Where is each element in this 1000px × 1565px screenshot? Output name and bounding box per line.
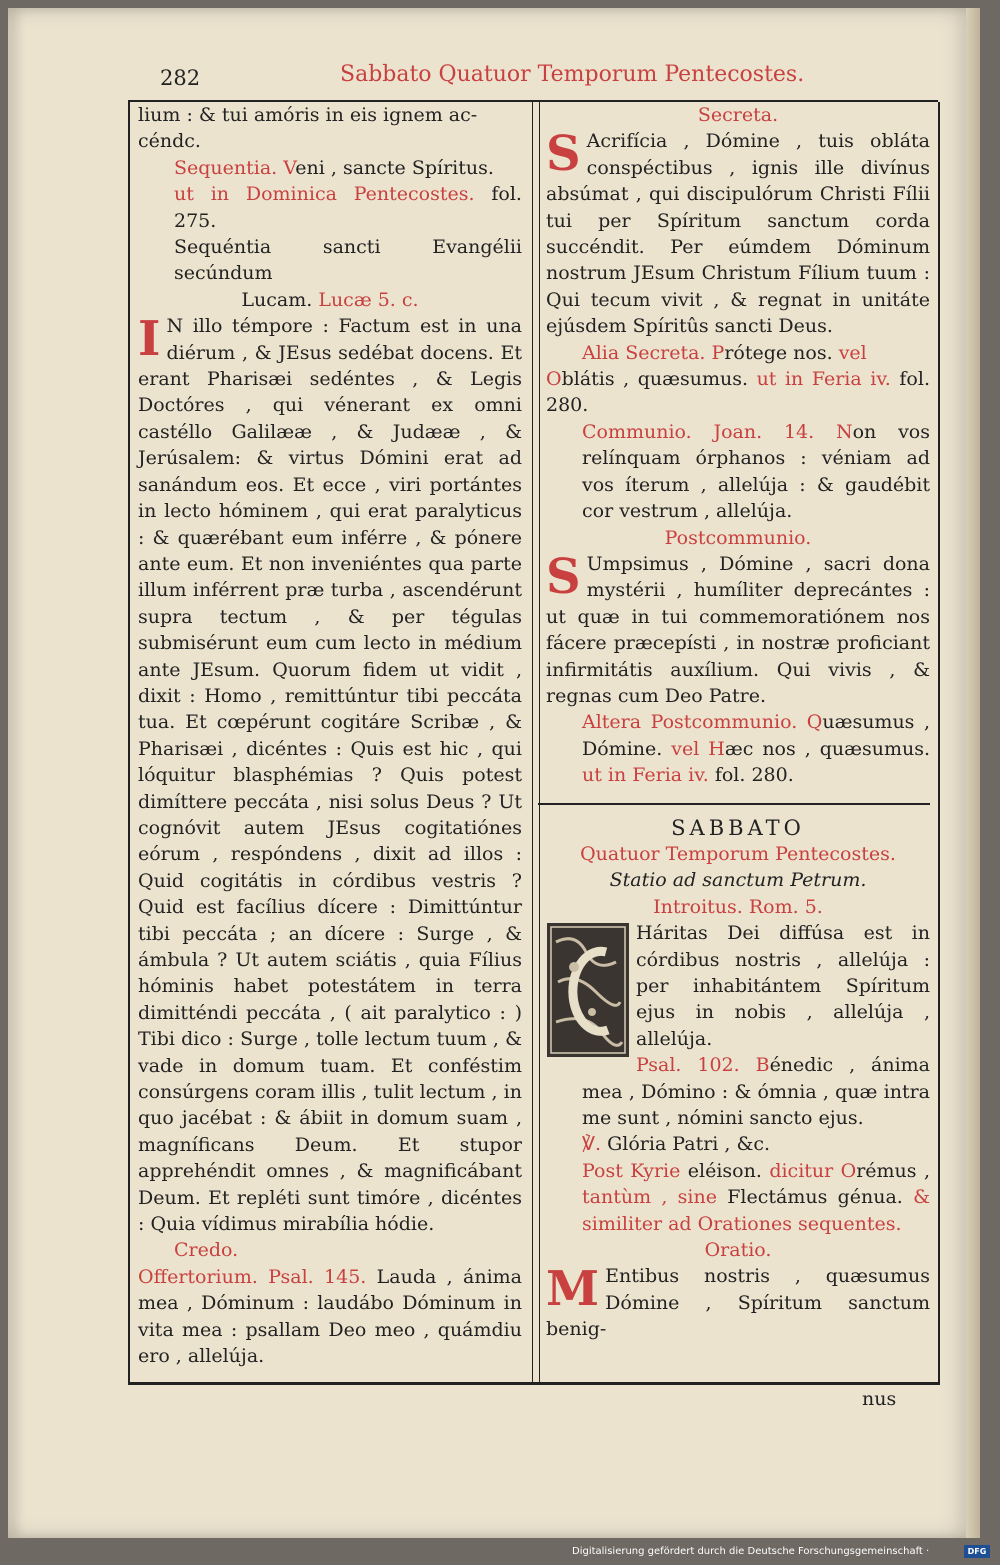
left-paragraph [138, 313, 522, 1237]
section-rule [538, 803, 930, 805]
right-column [546, 102, 930, 1343]
right-column-top [546, 102, 930, 789]
dropcap-initial: S [546, 548, 581, 605]
section-subheading: Quatuor Temporum Pentecostes. [580, 842, 896, 865]
text-part: rémus , [856, 1159, 931, 1182]
body-text: Umpsimus , Dómine , sacri dona mystérii , humíliter deprecántes : ut quæ in tui commemoratiónem nos fácere præcepísti , in nostræ proficiant infirmitátis auxílium. Qui vivis , & regnas cum Deo Patre. [546, 552, 930, 707]
dropcap-initial: I [138, 311, 161, 368]
rubric-text: Credo. [174, 1239, 239, 1262]
rubric-text: Sequentia. [174, 156, 278, 179]
left-column [138, 102, 522, 1370]
dfg-logo-icon: DFG [964, 1545, 990, 1558]
rubric-text: Secreta. [697, 104, 779, 126]
rubric-text: ut in Feria iv. [582, 764, 709, 787]
body-text: céndc. [138, 130, 201, 153]
oratio-paragraph [546, 1263, 930, 1342]
right-paragraph [546, 340, 930, 366]
right-paragraph [546, 128, 930, 339]
right-paragraph [546, 709, 930, 788]
left-paragraph [138, 128, 522, 154]
rubric-text: Alia Secreta. [582, 341, 706, 364]
section-heading: SABBATO [671, 815, 805, 840]
rubric-text: vel [838, 341, 867, 364]
rubric-text: Postcommunio. [664, 526, 812, 549]
versicle-mark: ℣. [582, 1133, 602, 1156]
left-paragraph [138, 1264, 522, 1370]
statio-line: Statio ad sanctum Petrum. [609, 869, 867, 892]
body-text: on vos relínquam órphanos : véniam ad vos íterum , allelúja : & gaudébit cor vestrum , allelúja. [582, 420, 930, 523]
dropcap-initial: S [546, 126, 581, 183]
rubric-part: Post Kyrie [582, 1159, 681, 1182]
psalm-text: énedic , ánima mea , Dómino : & ómnia , quæ intra me sunt , nómini sancto ejus. [582, 1054, 930, 1130]
right-paragraph [546, 548, 930, 709]
body-text: æc nos , quæsumus. [724, 737, 931, 760]
rubric-part: & similiter ad Orationes sequentes. [582, 1186, 930, 1235]
woodcut-initial-c-icon [546, 922, 630, 1058]
text-part: eléison. [680, 1159, 770, 1182]
rubric-text: O [546, 368, 562, 391]
left-paragraph [138, 155, 522, 181]
introitus-heading: Introitus. Rom. 5. [653, 895, 823, 918]
rubric-part: tantùm , sine [582, 1186, 717, 1209]
body-text: Lauda , ánima mea , Dóminum : laudábo Dóminum in vita mea : psallam Deo meo , quámdiu ero , allelúja. [138, 1265, 522, 1368]
versicle-text: Glória Patri , &c. [601, 1133, 771, 1156]
rubric-text: Lucæ 5. c. [318, 288, 419, 311]
text-part: Flectámus génua. [716, 1186, 914, 1209]
oratio-text: Entibus nostris , quæsumus Dómine , Spíritum sanctum benig- [546, 1265, 930, 1341]
body-text: rótege nos. [724, 341, 839, 364]
running-head: Sabbato Quatuor Temporum Pentecostes. [340, 62, 805, 87]
body-text [797, 711, 807, 733]
rubric-text: ut in Feria iv. [756, 368, 891, 391]
body-text: lium : & tui amóris in eis ignem ac- [138, 104, 478, 126]
body-text: Sequéntia sancti Evangélii secúndum [174, 236, 522, 285]
left-paragraph [138, 287, 522, 313]
right-paragraph [546, 525, 930, 551]
column-separator [532, 102, 540, 1382]
body-text: Lucam. [241, 288, 319, 311]
body-text: Acrifícia , Dómine , tuis obláta conspéctibus , ignis ille divínus absúmat , qui discipulórum Christi Fílii tui per Spíritum sanctum corda succéndit. Per eúmdem Dóminum nostrum JEsum Christum Fílium tuum : Qui tecum vivit , & regnat in unitáte ejúsdem Spíritûs sancti Deus. [546, 130, 930, 338]
versicle-line [546, 1131, 930, 1157]
rubric-text: V [283, 156, 296, 179]
body-text: N illo témpore : Factum est in una diérum , & JEsus sedébat docens. Et erant Pharisæi sedéntes , & Legis Doctóres , qui vénerant ex omni castéllo Galilææ , & Judææ , & Jerúsalem: & virtus Dómini erat ad sanándum eos. Et ecce , viri portántes in lecto hóminem , qui erat paralyticus : & quærébant eum inférre , & pónere ante eum. Et non inveniéntes qua parte illum inférrent præ turba , ascendérunt supra tectum , & per tégulas submisérunt eum cum lecto in médium ante JEsum. Quorum fidem ut vidit , dixit : Homo , remittúntur tibi peccáta tua. Et cœpérunt cogitáre Scribæ , & Pharisæi , dicéntes : Quis est hic , qui lóquitur blasphémias ? Quis potest dimíttere peccáta , nisi solus Deus ? Ut cognóvit autem JEsus cogitatiónes eórum , respóndens , dixit ad illos : Quid cogitátis in córdibus vestris ? Quid est facílius dícere : Dimittúntur tibi peccáta ; an dícere : Surge , & ámbula ? Ut autem sciátis , quia Fílius hóminis habet potestátem in terra dimitténdi peccáta , ( ait paralytico : ) Tibi dico : Surge , tolle lectum tuum , & vade in domum tuam. Et conféstim consúrgens coram illis , tulit lectum , in quo jacébat : & ábiit in domum suam , magníficans Deum. Et stupor apprehéndit omnes , & magnificábant Deum. Et repléti sunt timóre , dicéntes : Quia vídimus mirabília hódie. [138, 315, 522, 1236]
footer-credit: Digitalisierung gefördert durch die Deutsche Forschungsgemeinschaft · [572, 1546, 930, 1557]
psalm-label: Psal. 102. [636, 1054, 740, 1077]
rubric-text: Communio. Joan. 14. [582, 420, 815, 443]
right-paragraph [546, 366, 930, 419]
rubric-text: P [711, 341, 725, 364]
psalm-line [546, 1052, 930, 1131]
oratio-heading: Oratio. [704, 1239, 772, 1262]
rubric-text: Q [806, 711, 823, 734]
introit-text: Háritas Dei diffúsa est in córdibus nostris , allelúja : per inhabitántem Spíritum ejus in nobis , allelúja , allelúja. [636, 922, 930, 1050]
left-paragraph [138, 234, 522, 287]
oratio-dropcap: M [546, 1261, 600, 1318]
left-paragraph [138, 181, 522, 234]
right-paragraph [546, 419, 930, 525]
rubric-part: dicitur O [769, 1159, 857, 1182]
catchword: nus [862, 1388, 897, 1410]
rubric-text: N [835, 420, 853, 443]
body-text: fol. 280. [546, 368, 930, 417]
psalm-initial: B [755, 1054, 770, 1077]
left-paragraph [138, 102, 522, 128]
body-text: blátis , quæsumus. [561, 368, 757, 391]
body-text: fol. 280. [708, 764, 794, 787]
page-edge [966, 8, 980, 1538]
rubric-text: ut in Dominica Pentecostes. [174, 183, 475, 206]
rubric-text: Altera Postcommunio. [582, 711, 798, 734]
rubric-text: vel H [671, 737, 725, 760]
rubric-text: Offertorium. Psal. 145. [138, 1265, 367, 1288]
page-number: 282 [160, 66, 201, 90]
left-paragraph [138, 1237, 522, 1263]
body-text [814, 421, 836, 443]
post-kyrie-rubric [546, 1158, 930, 1237]
body-text: eni , sancte Spíritus. [295, 156, 494, 179]
body-text: fol. 275. [174, 183, 522, 232]
body-text: uæsumus , Dómine. [582, 711, 930, 760]
right-paragraph [546, 102, 930, 128]
introit-paragraph [546, 920, 930, 1052]
